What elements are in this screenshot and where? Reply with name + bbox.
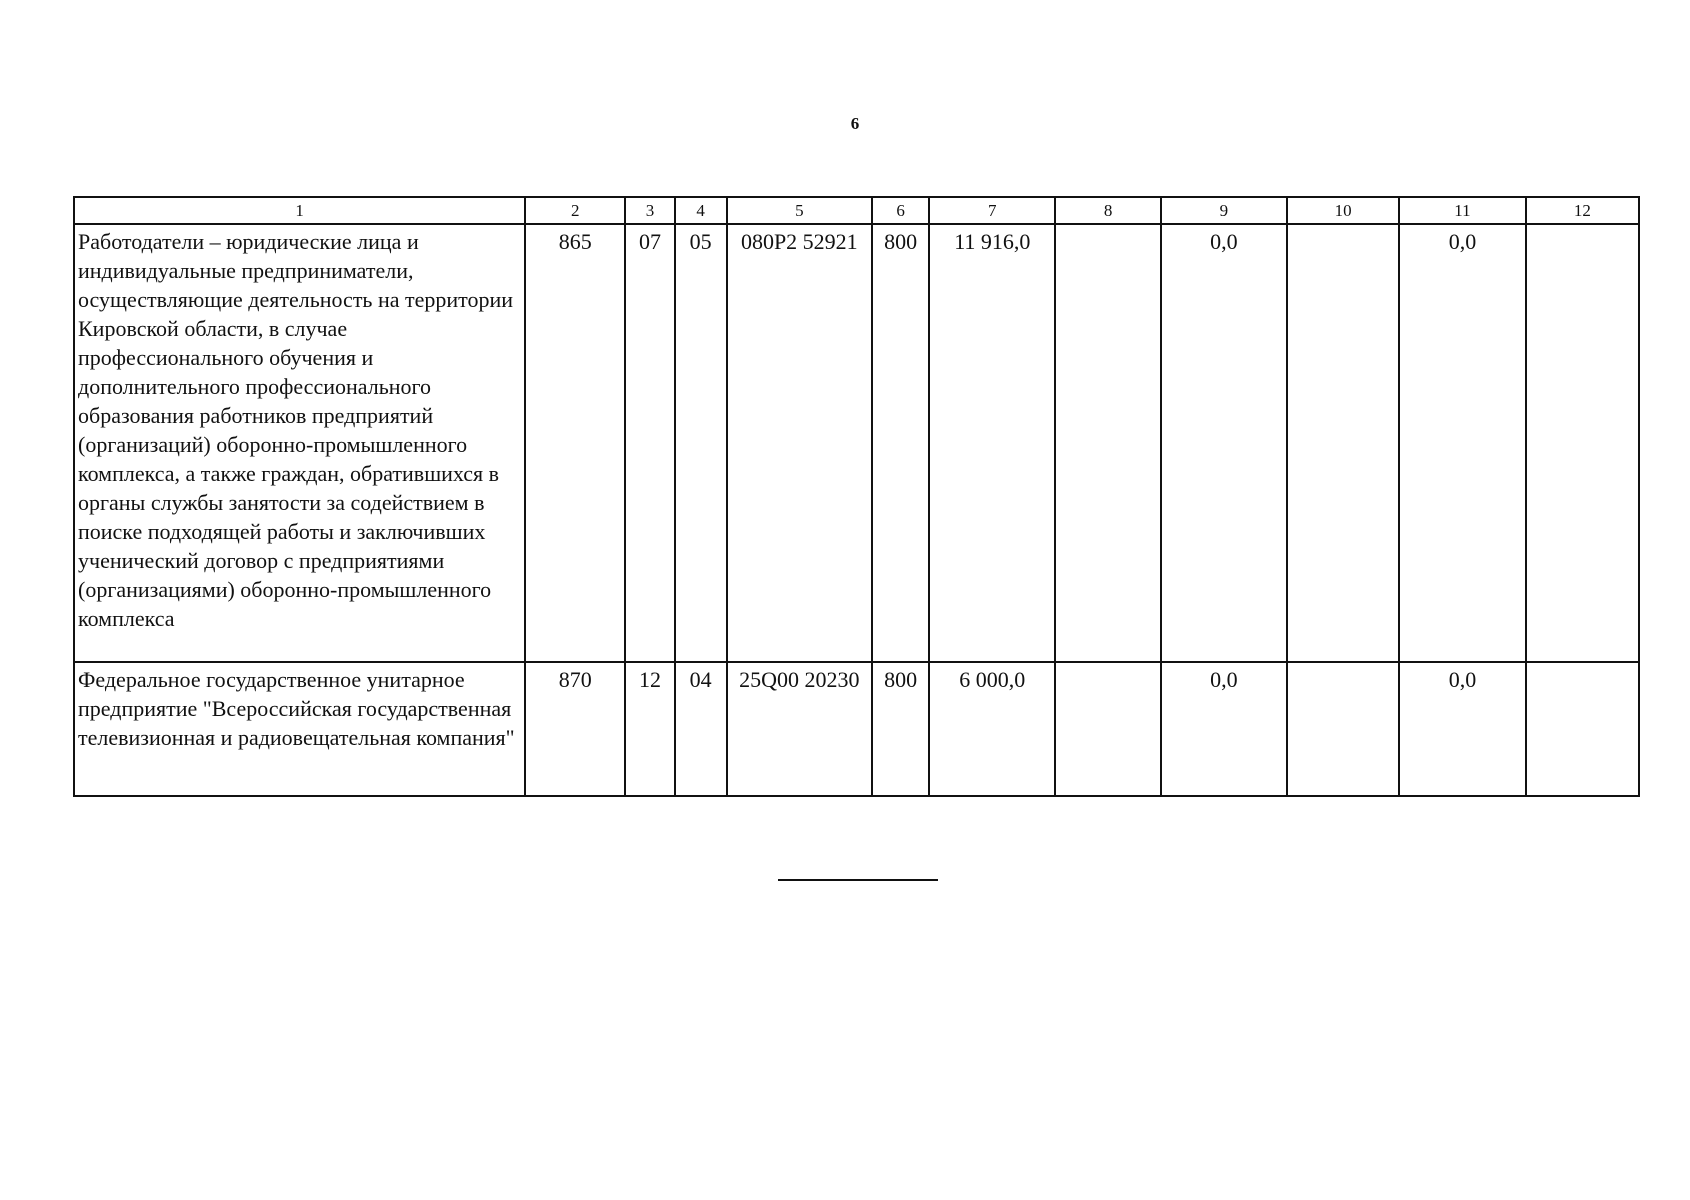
cell-col-11: 0,0 xyxy=(1399,224,1525,662)
cell-col-10 xyxy=(1287,662,1399,796)
column-header: 9 xyxy=(1161,197,1287,224)
cell-col-2: 865 xyxy=(525,224,625,662)
cell-col-10 xyxy=(1287,224,1399,662)
cell-col-7: 11 916,0 xyxy=(929,224,1055,662)
cell-col-4: 05 xyxy=(675,224,727,662)
recipient-description: Федеральное государственное унитарное предприятие "Всероссийская государственная телевизионная и радиовещательная компания" xyxy=(74,662,525,796)
cell-col-3: 12 xyxy=(625,662,674,796)
column-header: 2 xyxy=(525,197,625,224)
column-header: 1 xyxy=(74,197,525,224)
cell-col-2: 870 xyxy=(525,662,625,796)
cell-col-8 xyxy=(1055,662,1160,796)
table-row xyxy=(74,224,1639,662)
recipient-description: Работодатели – юридические лица и индивидуальные предприниматели, осуществляющие деятельность на территории Кировской области, в случае профессионального обучения и дополнительного профессионального образования работников предприятий (организаций) оборонно-промышленного комплекса, а также граждан, обратившихся в органы службы занятости за содействием в поиске подходящей работы и заключивших ученический договор с предприятиями (организациями) оборонно-промышленного комплекса xyxy=(74,224,525,662)
column-header: 8 xyxy=(1055,197,1160,224)
column-header: 10 xyxy=(1287,197,1399,224)
cell-col-8 xyxy=(1055,224,1160,662)
column-header: 4 xyxy=(675,197,727,224)
column-header: 7 xyxy=(929,197,1055,224)
end-of-document-rule xyxy=(778,879,938,881)
cell-col-9: 0,0 xyxy=(1161,224,1287,662)
cell-col-6: 800 xyxy=(872,662,929,796)
column-header: 6 xyxy=(872,197,929,224)
budget-table xyxy=(73,196,1640,797)
cell-col-12 xyxy=(1526,662,1639,796)
column-header: 3 xyxy=(625,197,674,224)
column-header: 12 xyxy=(1526,197,1639,224)
table-row xyxy=(74,662,1639,796)
page-number: 6 xyxy=(850,114,860,133)
cell-col-12 xyxy=(1526,224,1639,662)
header-row xyxy=(74,197,1639,224)
cell-col-5: 25Q00 20230 xyxy=(727,662,872,796)
column-header: 5 xyxy=(727,197,872,224)
column-header: 11 xyxy=(1399,197,1525,224)
cell-col-3: 07 xyxy=(625,224,674,662)
cell-col-9: 0,0 xyxy=(1161,662,1287,796)
cell-col-11: 0,0 xyxy=(1399,662,1525,796)
cell-col-4: 04 xyxy=(675,662,727,796)
cell-col-5: 080Р2 52921 xyxy=(727,224,872,662)
cell-col-7: 6 000,0 xyxy=(929,662,1055,796)
cell-col-6: 800 xyxy=(872,224,929,662)
